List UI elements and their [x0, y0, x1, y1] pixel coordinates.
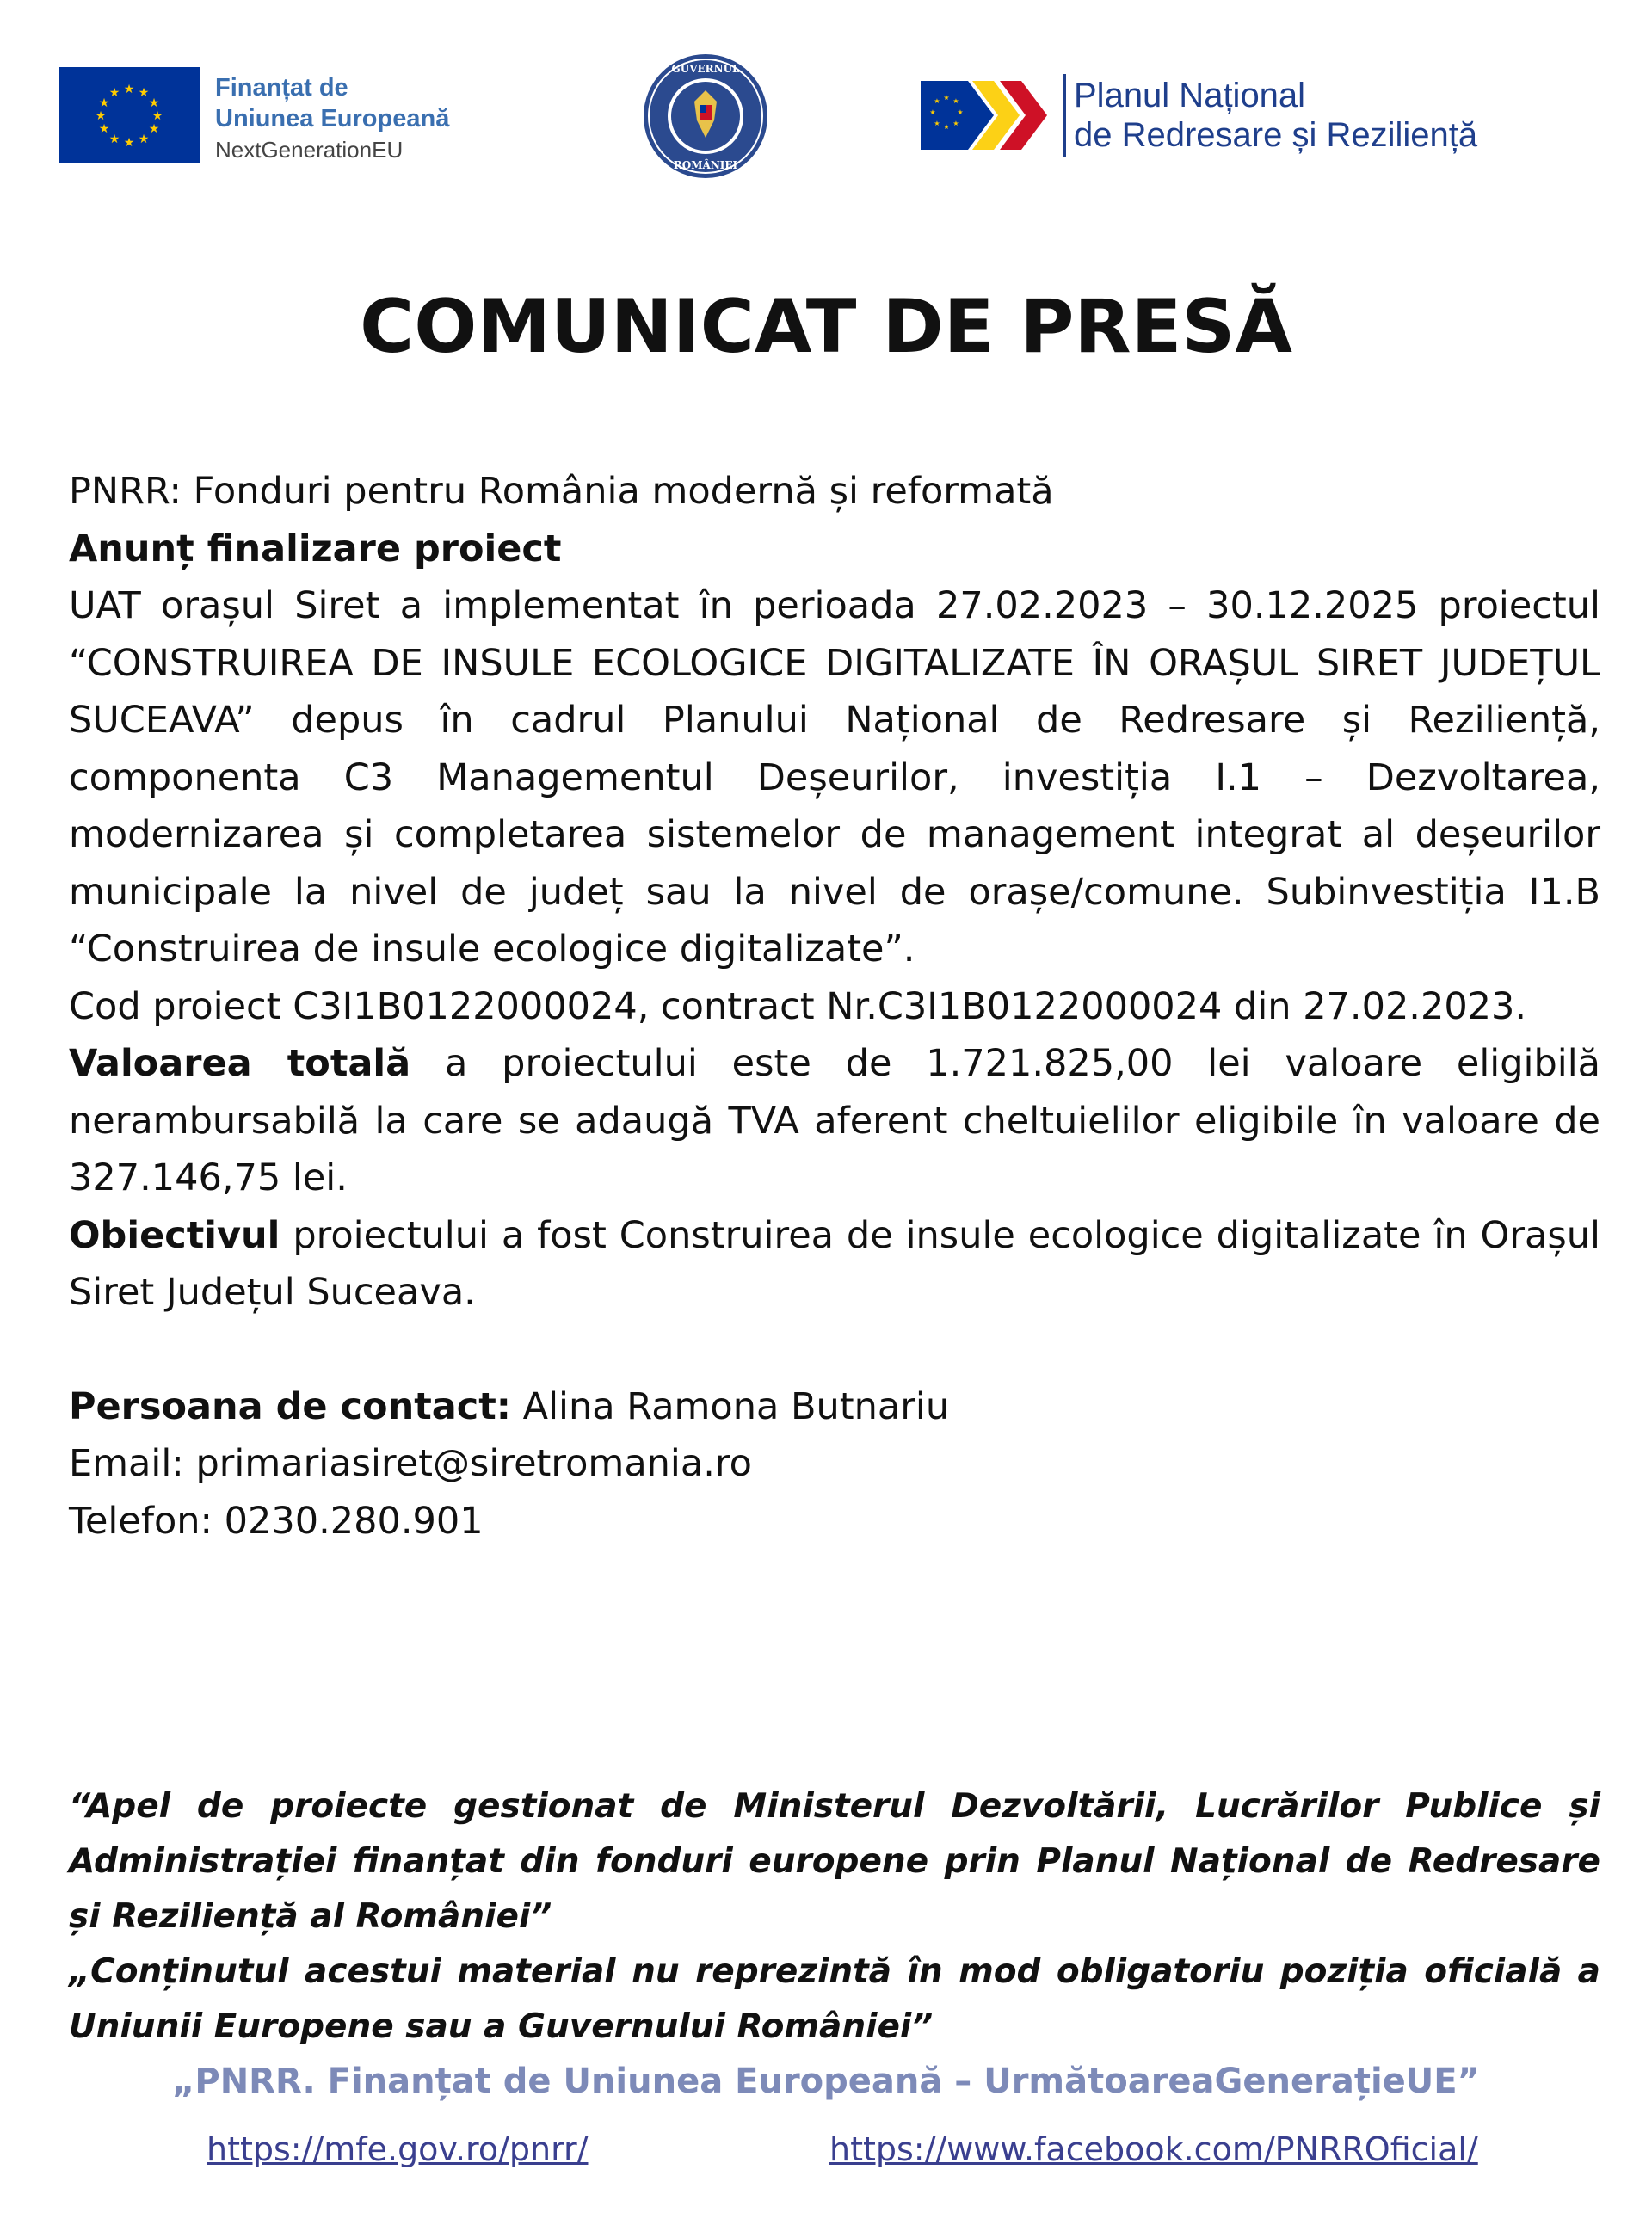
svg-text:★: ★ — [123, 83, 135, 96]
svg-text:★: ★ — [123, 136, 135, 150]
svg-text:★: ★ — [95, 109, 107, 123]
press-release-body — [69, 463, 1600, 1550]
svg-text:★: ★ — [957, 108, 964, 116]
project-code: Cod proiect C3I1B0122000024, contract Nr.C3I1B0122000024 din 27.02.2023. — [69, 984, 1527, 1028]
eu-logo-text — [215, 72, 576, 165]
contact-email: Email: primariasiret@siretromania.ro — [69, 1442, 752, 1485]
svg-text:★: ★ — [108, 133, 120, 146]
svg-text:★: ★ — [138, 86, 150, 100]
svg-text:★: ★ — [934, 120, 940, 127]
pnrr-facebook-link[interactable]: https://www.facebook.com/PNRROficial/ — [829, 2130, 1478, 2168]
page-title: COMUNICAT DE PRESĂ — [360, 284, 1292, 370]
spacer — [69, 1322, 1600, 1378]
svg-text:★: ★ — [151, 109, 163, 123]
pnrr-logo-text — [1074, 76, 1556, 155]
eu-logo-line3: NextGenerationEU — [215, 137, 404, 163]
pnrr-logo-line2: de Redresare și Reziliență — [1074, 116, 1478, 154]
pnrr-logo-line1: Planul Național — [1074, 77, 1306, 114]
project-objective — [69, 1207, 1600, 1322]
romanian-government-seal-icon — [641, 52, 770, 181]
footer-slogan: „PNRR. Finanțat de Uniunea Europeană – UrmătoareaGenerațieUE” — [172, 2062, 1480, 2101]
contact-phone: Telefon: 0230.280.901 — [69, 1499, 484, 1543]
subtitle: PNRR: Fonduri pentru România modernă și reformată — [69, 470, 1054, 513]
svg-text:★: ★ — [98, 122, 110, 136]
svg-text:★: ★ — [943, 94, 950, 102]
mfe-pnrr-link[interactable]: https://mfe.gov.ro/pnrr/ — [206, 2130, 589, 2168]
svg-text:★: ★ — [943, 123, 950, 131]
contact-person-name: Alina Ramona Butnariu — [511, 1384, 950, 1428]
pnrr-arrow-icon — [921, 72, 1067, 158]
svg-text:★: ★ — [929, 108, 936, 116]
eu-logo-line1: Finanțat de — [215, 74, 348, 102]
svg-text:★: ★ — [952, 97, 959, 105]
disclaimer-funding: “Apel de proiecte gestionat de Ministerul Dezvoltării, Lucrărilor Publice și Administrației finanțat din fonduri europene prin Planul Național de Redresare și Reziliență al României” — [69, 1787, 1600, 1936]
disclaimer-responsibility: „Conținutul acestui material nu reprezintă în mod obligatoriu poziția oficială a Uniunii Europene sau a Guvernului României” — [69, 1952, 1600, 2046]
svg-text:GUVERNUL: GUVERNUL — [671, 63, 740, 75]
svg-text:★: ★ — [148, 122, 160, 136]
project-value-text: a proiectului este de 1.721.825,00 lei valoare eligibilă nerambursabilă la care se adaugă TVA aferent cheltuielilor eligibile în valoare de 327.146,75 lei. — [69, 1042, 1600, 1199]
contact-person — [69, 1378, 1600, 1436]
eu-flag-icon — [59, 67, 200, 163]
svg-text:★: ★ — [952, 120, 959, 127]
eu-logo-line2: Uniunea Europeană — [215, 105, 450, 133]
svg-text:★: ★ — [148, 96, 160, 110]
project-objective-label: Obiectivul — [69, 1213, 280, 1257]
svg-text:ROMÂNIEI: ROMÂNIEI — [673, 159, 738, 171]
project-value-label: Valoarea totală — [69, 1042, 411, 1085]
project-objective-text: proiectului a fost Construirea de insule ecologice digitalizate în Orașul Siret Județul Suceava. — [69, 1213, 1600, 1314]
disclaimer — [69, 1779, 1600, 2055]
logo-header — [0, 52, 1652, 198]
svg-text:★: ★ — [138, 133, 150, 146]
svg-text:★: ★ — [108, 86, 120, 100]
eu-stars-icon — [59, 67, 200, 163]
announcement-heading: Anunț finalizare proiect — [69, 527, 562, 570]
project-description: UAT orașul Siret a implementat în perioada 27.02.2023 – 30.12.2025 proiectul “CONSTRUIREA DE INSULE ECOLOGICE DIGITALIZATE ÎN ORAȘUL SIRET JUDEȚUL SUCEAVA” depus în cadrul Planului Național de Redresare și Reziliență, componenta C3 Managementul Deșeurilor, investiția I.1 – Dezvoltarea, modernizarea și completarea sistemelor de management integrat al deșeurilor municipale la nivel de județ sau la nivel de orașe/comune. Subinvestiția I1.B “Construirea de insule ecologice digitalizate”. — [69, 584, 1600, 971]
project-value — [69, 1035, 1600, 1207]
svg-text:★: ★ — [98, 96, 110, 110]
svg-text:★: ★ — [934, 97, 940, 105]
contact-person-label: Persoana de contact: — [69, 1384, 512, 1428]
